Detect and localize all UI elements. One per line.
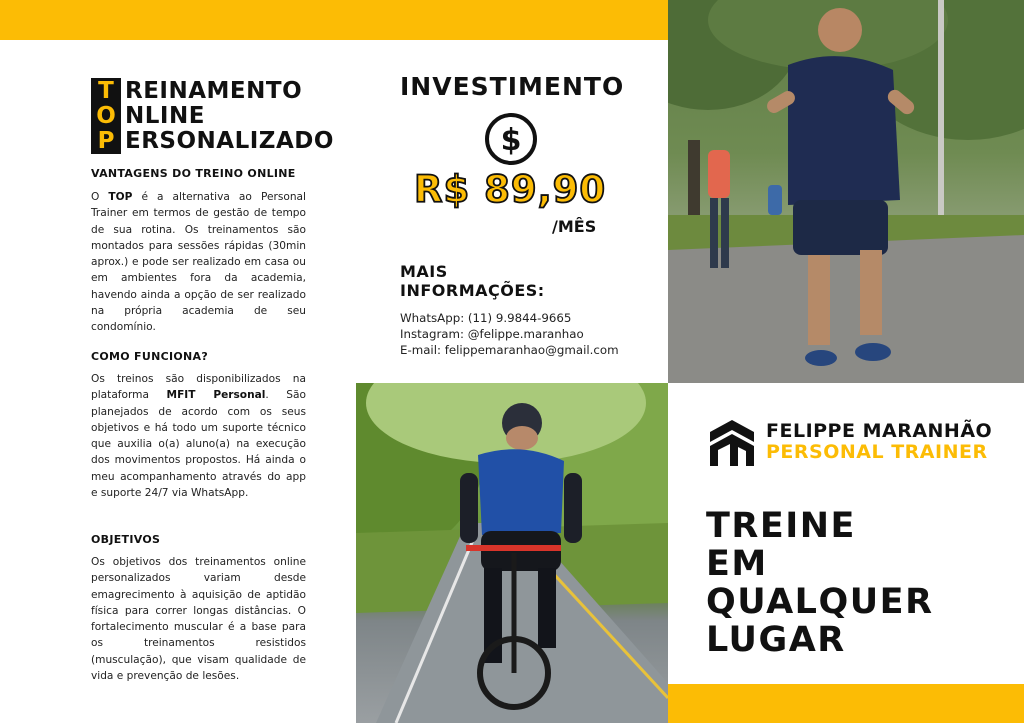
- top-accent-bar: [0, 0, 668, 40]
- logo-letter-t: T: [98, 78, 114, 104]
- slogan-line-3: QUALQUER: [706, 582, 934, 622]
- how-it-works-heading: COMO FUNCIONA?: [91, 350, 209, 363]
- price-period: /MÊS: [552, 217, 597, 236]
- how-it-works-text: Os treinos são disponibilizados na plataforma MFIT Personal. São planejados de acordo com os seus objetivos e há todo um suporte técnico que auxilia o(a) aluno(a) na execução dos movimentos propostos. Há ainda o meu acompanhamento através do app e suporte 24/7 via WhatsApp.: [91, 373, 306, 500]
- title-line-1: REINAMENTO: [125, 78, 303, 104]
- logo-letter-p: P: [97, 128, 115, 154]
- advantages-text: O TOP é a alternativa ao Personal Trainer em termos de gestão de tempo de sua rotina. Os treinamentos são montados para sessões rápidas (30min aprox.) e pode ser realizado em casa ou em ambientes fora da academia, havendo ainda a opção de ser realizado na própria academia de seu condomínio.: [91, 191, 306, 334]
- brand-role: PERSONAL TRAINER: [766, 441, 988, 463]
- price-value: R$ 89,90: [414, 168, 607, 211]
- title-line-3: ERSONALIZADO: [125, 128, 334, 154]
- brand-name: FELIPPE MARANHÃO: [766, 420, 993, 442]
- dollar-circle-icon: [484, 112, 538, 166]
- mfit-mention: MFIT Personal: [166, 389, 266, 402]
- cyclist-photo: [356, 383, 668, 723]
- runner-photo: [668, 0, 1024, 383]
- investment-title: INVESTIMENTO: [400, 72, 625, 101]
- slogan-line-1: TREINE: [706, 506, 856, 546]
- email-contact: E-mail: felippemaranhao@gmail.com: [400, 343, 619, 357]
- advantages-heading: VANTAGENS DO TREINO ONLINE: [91, 167, 296, 180]
- top-logo-block: [91, 78, 121, 154]
- fm-monogram-logo: [708, 418, 756, 468]
- objectives-heading: OBJETIVOS: [91, 533, 161, 546]
- slogan-line-2: EM: [706, 544, 768, 584]
- title-line-2: NLINE: [125, 103, 205, 129]
- more-info-heading: MAIS INFORMAÇÕES:: [400, 262, 545, 300]
- whatsapp-contact: WhatsApp: (11) 9.9844-9665: [400, 311, 572, 325]
- top-brand-mention: TOP: [108, 191, 133, 203]
- instagram-contact: Instagram: @felippe.maranhao: [400, 327, 584, 341]
- slogan-line-4: LUGAR: [706, 620, 846, 660]
- logo-letter-o: O: [96, 103, 116, 129]
- svg-text:$: $: [500, 123, 522, 158]
- bottom-accent-bar: [668, 684, 1024, 723]
- objectives-text: Os objetivos dos treinamentos online personalizados variam desde emagrecimento à aquisição de aptidão física para correr longas distâncias. O fortalecimento muscular é a base para os treinamentos resistidos (musculação), que visam qualidade de vida e prevenção de lesões.: [91, 556, 306, 683]
